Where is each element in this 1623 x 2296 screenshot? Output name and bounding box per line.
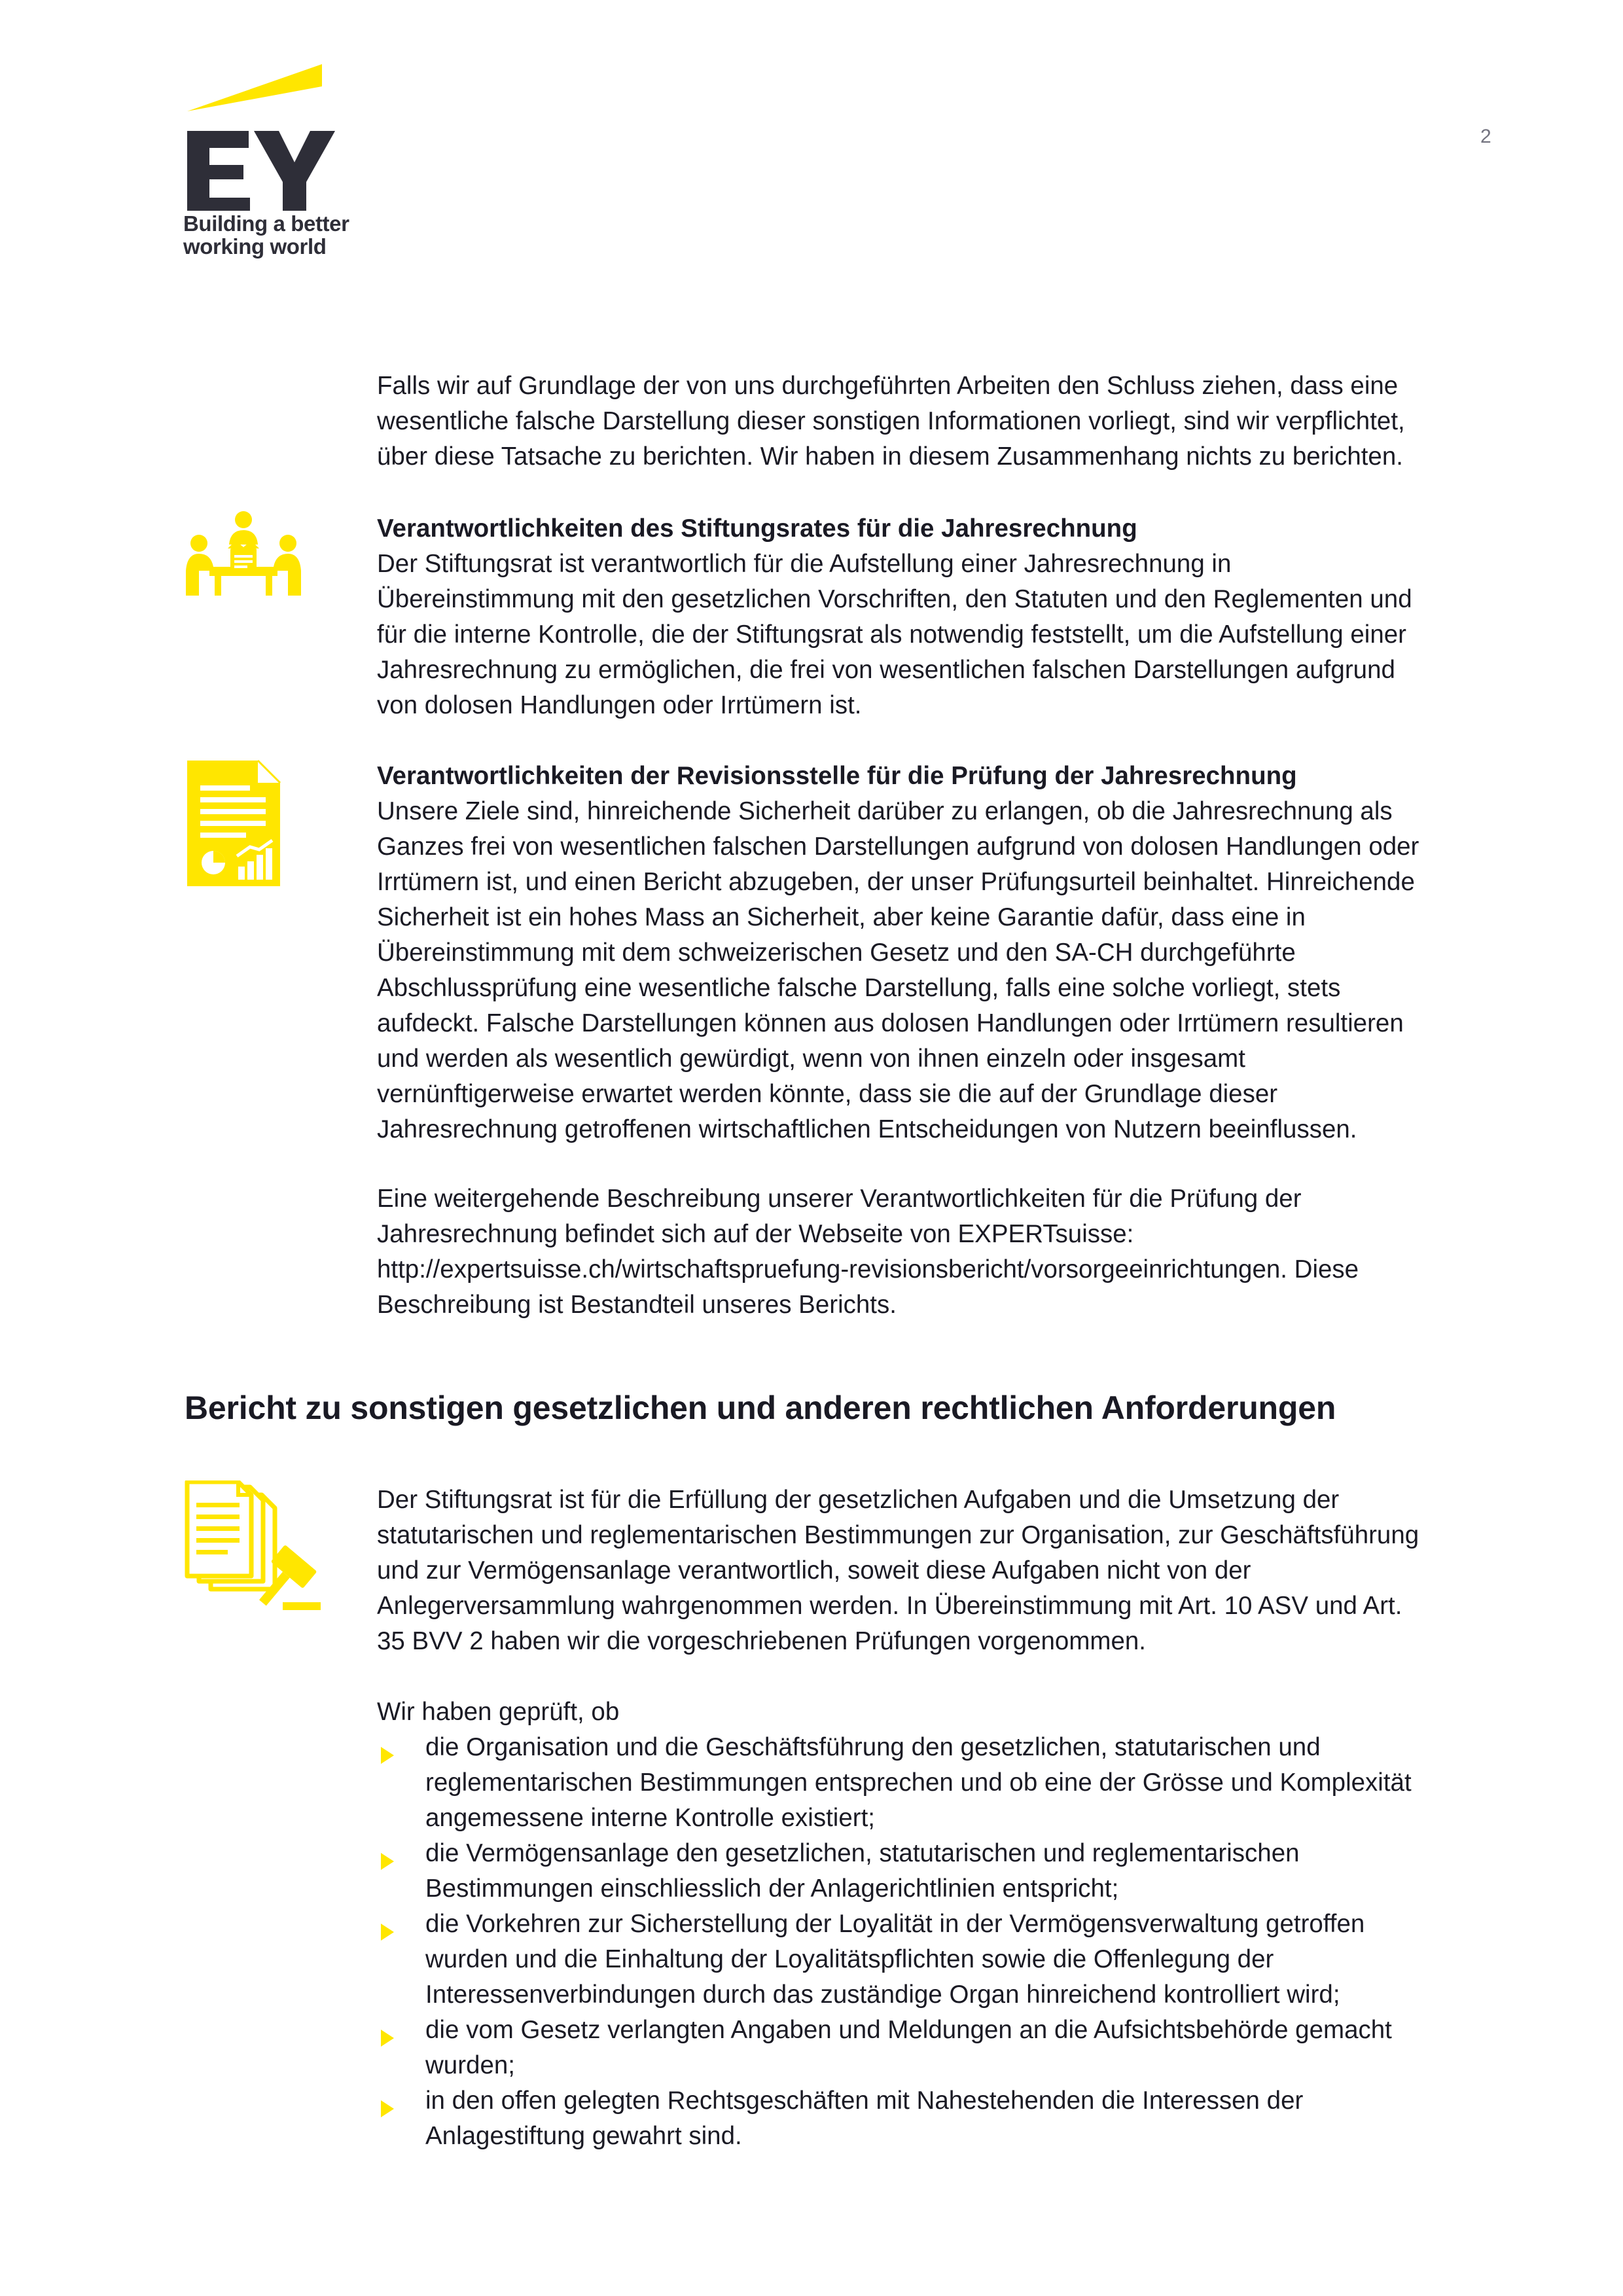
bullet-arrow-icon	[381, 2030, 394, 2047]
text-line: statutarischen und reglementarischen Bestimmungen zur Organisation, zur Geschäftsführung	[377, 1521, 1419, 1549]
text-line: Der Stiftungsrat ist verantwortlich für die Aufstellung einer Jahresrechnung in	[377, 550, 1232, 578]
text-line: die Organisation und die Geschäftsführung den gesetzlichen, statutarischen und	[425, 1733, 1321, 1761]
ey-tagline	[183, 212, 349, 258]
text-line: und werden als wesentlich gewürdigt, wenn von ihnen einzeln oder insgesamt	[377, 1045, 1245, 1073]
text-line: Irrtümern ist, und einen Bericht abzugeben, der unser Prüfungsurteil beinhaltet. Hinreichende	[377, 868, 1415, 896]
text-line: Jahresrechnung befindet sich auf der Webseite von EXPERTsuisse:	[377, 1220, 1134, 1248]
bullet-arrow-icon	[381, 2100, 394, 2117]
intro-paragraph	[377, 368, 1516, 475]
checked-intro	[377, 1695, 1516, 1730]
text-line: von dolosen Handlungen oder Irrtümern ist.	[377, 691, 862, 719]
text-line: reglementarischen Bestimmungen entsprechen und ob eine der Grösse und Komplexität	[425, 1768, 1412, 1797]
auditor-responsibility-section	[377, 759, 1516, 1147]
text-line: und zur Vermögensanlage verantwortlich, soweit diese Aufgaben nicht von der	[377, 1556, 1251, 1585]
text-line: wurden und die Einhaltung der Loyalitätspflichten sowie die Offenlegung der	[425, 1945, 1274, 1973]
text-line: Interessenverbindungen durch das zuständige Organ hinreichend kontrolliert wird;	[425, 1981, 1340, 2009]
text-line: Abschlussprüfung eine wesentliche falsche Darstellung, falls eine solche vorliegt, stets	[377, 974, 1341, 1002]
text-line: Anlegerversammlung wahrgenommen werden. In Übereinstimmung mit Art. 10 ASV und Art.	[377, 1592, 1402, 1620]
text-line: Bestimmungen einschliesslich der Anlagerichtlinien entspricht;	[425, 1874, 1119, 1903]
text-line: Anlagestiftung gewahrt sind.	[425, 2122, 742, 2150]
ey-logo	[183, 60, 373, 270]
text-line: Ganzes frei von wesentlichen falschen Darstellungen aufgrund von dolosen Handlungen oder	[377, 833, 1419, 861]
text-line: angemessene interne Kontrolle existiert;	[425, 1804, 875, 1832]
list-item	[425, 2013, 1525, 2083]
tagline-line-1: Building a better	[183, 211, 349, 236]
text-line: aufdeckt. Falsche Darstellungen können aus dolosen Handlungen oder Irrtümern resultieren	[377, 1009, 1404, 1037]
further-description-paragraph	[377, 1181, 1516, 1323]
text-line: Sicherheit ist ein hohes Mass an Sicherheit, aber keine Garantie dafür, dass eine in	[377, 903, 1306, 931]
text-line: vernünftigerweise erwartet werden könnte, dass sie die auf der Grundlage dieser	[377, 1080, 1278, 1108]
text-line: Falls wir auf Grundlage der von uns durchgeführten Arbeiten den Schluss ziehen, dass eine	[377, 372, 1399, 400]
text-line: Eine weitergehende Beschreibung unserer Verantwortlichkeiten für die Prüfung der	[377, 1185, 1302, 1213]
legal-documents-gavel-icon	[185, 1480, 322, 1611]
text-line: Übereinstimmung mit dem schweizerischen Gesetz und den SA-CH durchgeführte	[377, 939, 1296, 967]
board-responsibility-section	[377, 511, 1516, 723]
text-line: Der Stiftungsrat ist für die Erfüllung der gesetzlichen Aufgaben und die Umsetzung der	[377, 1486, 1340, 1514]
list-item	[425, 1907, 1525, 2013]
text-line: Wir haben geprüft, ob	[377, 1698, 620, 1726]
meeting-icon	[185, 511, 302, 596]
section-title: Bericht zu sonstigen gesetzlichen und anderen rechtlichen Anforderungen	[185, 1390, 1336, 1426]
list-item	[425, 1836, 1525, 1907]
text-line: Jahresrechnung zu ermöglichen, die frei von wesentlichen falschen Darstellungen aufgrund	[377, 656, 1395, 684]
list-item	[425, 2083, 1525, 2154]
text-line: Übereinstimmung mit den gesetzlichen Vorschriften, den Statuten und den Reglementen und	[377, 585, 1412, 613]
text-line: für die interne Kontrolle, die der Stiftungsrat als notwendig feststellt, um die Aufstellung einer	[377, 620, 1406, 649]
text-line: wurden;	[425, 2051, 515, 2079]
section-heading: Verantwortlichkeiten der Revisionsstelle für die Prüfung der Jahresrechnung	[377, 762, 1297, 790]
bullet-arrow-icon	[381, 1747, 394, 1764]
text-line: 35 BVV 2 haben wir die vorgeschriebenen Prüfungen vorgenommen.	[377, 1627, 1146, 1655]
text-line: über diese Tatsache zu berichten. Wir haben in diesem Zusammenhang nichts zu berichten.	[377, 442, 1403, 471]
text-line: Beschreibung ist Bestandteil unseres Berichts.	[377, 1291, 897, 1319]
text-line: http://expertsuisse.ch/wirtschaftspruefung-revisionsbericht/vorsorgeeinrichtungen. Diese	[377, 1255, 1359, 1283]
bullet-arrow-icon	[381, 1924, 394, 1941]
page-number: 2	[1480, 126, 1491, 147]
bullet-arrow-icon	[381, 1853, 394, 1870]
legal-requirements-paragraph	[377, 1482, 1516, 1659]
text-line: die vom Gesetz verlangten Angaben und Meldungen an die Aufsichtsbehörde gemacht	[425, 2016, 1392, 2044]
text-line: Unsere Ziele sind, hinreichende Sicherheit darüber zu erlangen, ob die Jahresrechnung als	[377, 797, 1393, 825]
text-line: in den offen gelegten Rechtsgeschäften mit Nahestehenden die Interessen der	[425, 2087, 1304, 2115]
text-line: die Vorkehren zur Sicherstellung der Loyalität in der Vermögensverwaltung getroffen	[425, 1910, 1365, 1938]
text-line: wesentliche falsche Darstellung dieser sonstigen Informationen vorliegt, sind wir verpflichtet,	[377, 407, 1405, 435]
list-item	[425, 1730, 1525, 1836]
text-line: Jahresrechnung getroffenen wirtschaftlichen Entscheidungen von Nutzern beeinflussen.	[377, 1115, 1357, 1143]
report-document-icon	[185, 758, 283, 889]
section-heading: Verantwortlichkeiten des Stiftungsrates für die Jahresrechnung	[377, 514, 1137, 543]
tagline-line-2: working world	[183, 234, 327, 259]
text-line: die Vermögensanlage den gesetzlichen, statutarischen und reglementarischen	[425, 1839, 1300, 1867]
ey-logo-mark	[183, 60, 373, 211]
